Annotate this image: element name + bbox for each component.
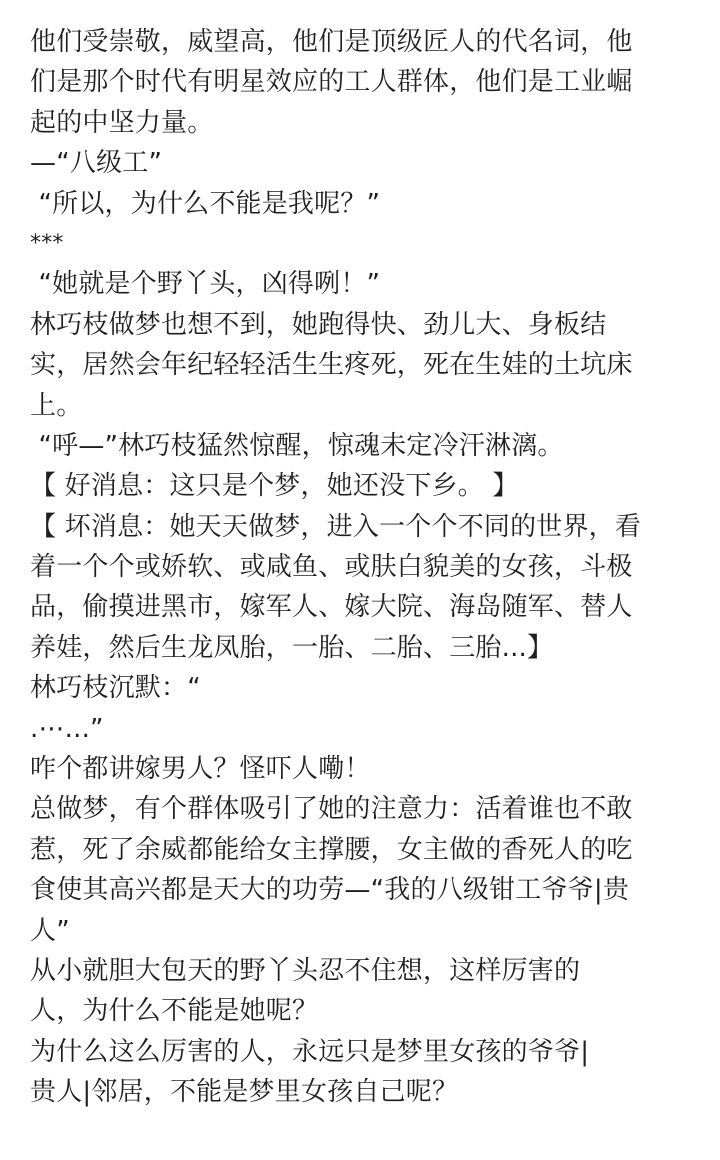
text-line: 从小就胆大包天的野丫头忍不住想，这样厉害的 <box>30 955 581 986</box>
text-line: 林巧枝做梦也想不到，她跑得快、劲儿大、身板结 <box>30 309 607 340</box>
text-line: 上。 <box>30 390 83 421</box>
text-line: 养娃，然后生龙凤胎，一胎、二胎、三胎...】 <box>30 632 554 663</box>
text-line: 贵人|邻居，不能是梦里女孩自己呢？ <box>30 1077 459 1108</box>
text-line: 咋个都讲嫁男人？怪吓人嘞！ <box>30 754 371 785</box>
text-line: 惹，死了余威都能给女主撑腰，女主做的香死人的吃 <box>30 834 633 865</box>
document-body <box>30 22 690 1113</box>
text-line: 林巧枝沉默：“ <box>30 673 201 704</box>
text-line: “她就是个野丫头，凶得咧！” <box>30 269 381 300</box>
text-line: .⋯...” <box>30 713 104 744</box>
text-line: 他们受崇敬，威望高，他们是顶级匠人的代名词，他 <box>30 27 633 57</box>
text-line: 【 坏消息：她天天做梦，进入一个个不同的世界，看 <box>30 511 642 542</box>
text-line: —“八级工” <box>30 148 163 179</box>
text-line: 品，偷摸进黑市，嫁军人、嫁大院、海岛随军、替人 <box>30 592 633 623</box>
text-line: 着一个个或娇软、或咸鱼、或肤白貌美的女孩，斗极 <box>30 552 633 583</box>
text-line: “所以，为什么不能是我呢？” <box>30 188 381 219</box>
text-line: 们是那个时代有明星效应的工人群体，他们是工业崛 <box>30 67 633 98</box>
text-line: 人” <box>30 915 70 946</box>
text-line: 起的中坚力量。 <box>30 107 214 138</box>
scene-break: *** <box>30 230 64 256</box>
text-line: 为什么这么厉害的人，永远只是梦里女孩的爷爷| <box>30 1036 590 1067</box>
text-line: 总做梦，有个群体吸引了她的注意力：活着谁也不敢 <box>30 794 633 825</box>
text-line: “呼—”林巧枝猛然惊醒，惊魂未定冷汗淋漓。 <box>30 430 564 461</box>
text-line: 人，为什么不能是她呢？ <box>30 996 319 1027</box>
text-line: 实，居然会年纪轻轻活生生疼死，死在生娃的土坑床 <box>30 350 633 381</box>
text-line: 【 好消息：这只是个梦，她还没下乡。 】 <box>30 471 519 502</box>
text-line: 食使其高兴都是天大的功劳—“我的八级钳工爷爷|贵 <box>30 875 630 906</box>
